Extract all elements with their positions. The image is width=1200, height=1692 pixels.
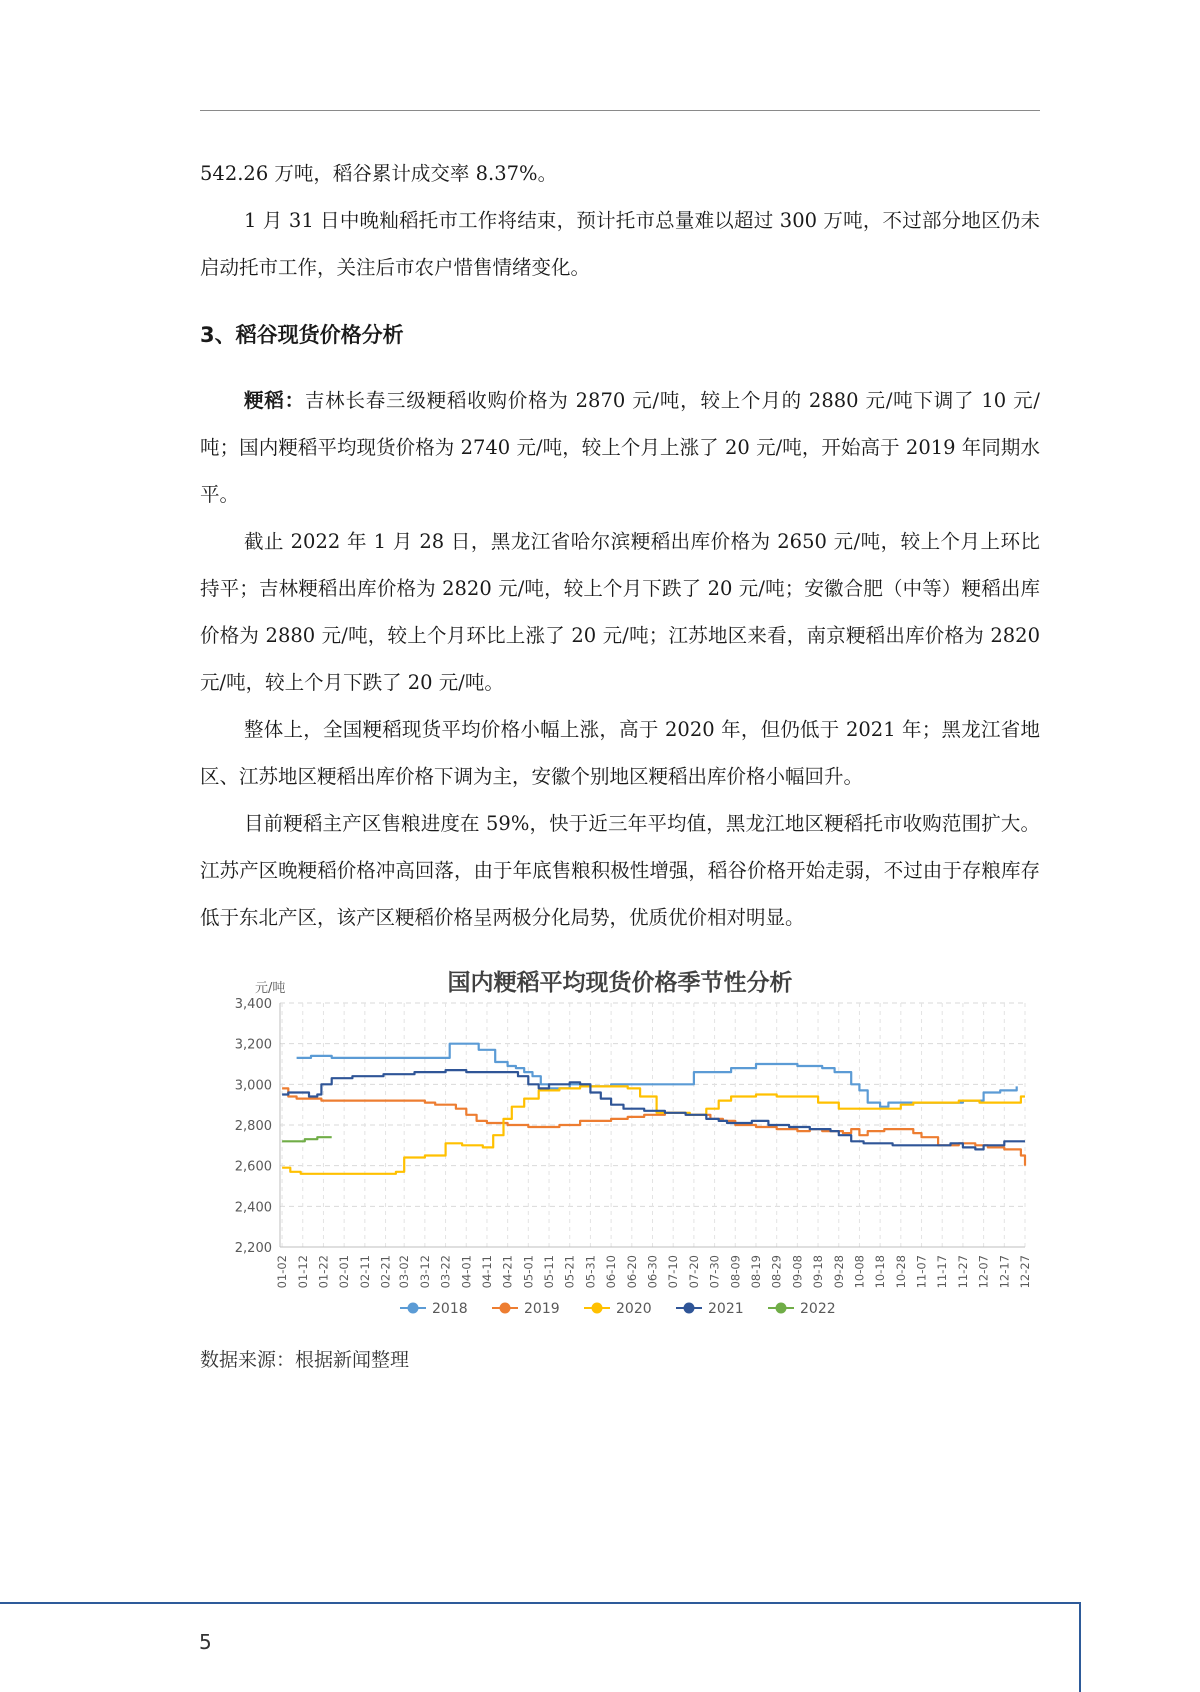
x-tick-label: 03-02 [397, 1255, 412, 1289]
x-tick-label: 02-11 [357, 1255, 372, 1289]
x-tick-label: 06-20 [624, 1255, 639, 1289]
x-tick-label: 12-17 [997, 1255, 1012, 1289]
series-line-2021 [282, 1070, 1025, 1149]
x-tick-label: 05-11 [542, 1255, 557, 1289]
x-tick-label: 01-12 [295, 1255, 310, 1289]
x-tick-label: 08-19 [748, 1255, 763, 1289]
x-tick-label: 04-11 [479, 1255, 494, 1289]
document-body [200, 150, 1040, 941]
x-tick-label: 02-21 [378, 1255, 393, 1289]
footer-frame [0, 1602, 1081, 1692]
x-tick-label: 09-28 [831, 1255, 846, 1289]
x-tick-label: 05-21 [562, 1255, 577, 1289]
y-tick-label: 3,000 [234, 1078, 272, 1094]
legend-swatch-dot-2022 [776, 1303, 787, 1314]
series-line-2022 [282, 1137, 332, 1141]
legend-swatch-dot-2018 [408, 1303, 419, 1314]
x-tick-label: 10-08 [852, 1255, 867, 1289]
y-tick-label: 3,400 [234, 997, 272, 1012]
x-tick-label: 12-27 [1018, 1255, 1032, 1289]
x-tick-label: 11-17 [935, 1255, 950, 1289]
x-tick-label: 11-27 [955, 1255, 970, 1289]
x-tick-label: 01-02 [275, 1255, 290, 1289]
x-tick-label: 08-09 [728, 1255, 743, 1289]
legend-label-2018: 2018 [432, 1301, 468, 1317]
x-tick-label: 07-20 [686, 1255, 701, 1289]
x-tick-label: 05-31 [583, 1255, 598, 1289]
chart-title: 国内粳稻平均现货价格季节性分析 [447, 970, 793, 996]
x-tick-label: 02-01 [337, 1255, 352, 1289]
x-tick-label: 09-18 [811, 1255, 826, 1289]
y-axis-unit: 元/吨 [255, 981, 286, 996]
x-tick-label: 01-22 [316, 1255, 331, 1289]
x-tick-label: 06-10 [604, 1255, 619, 1289]
legend-label-2019: 2019 [524, 1301, 560, 1317]
paragraph-1: 542.26 万吨，稻谷累计成交率 8.37%。 [200, 162, 558, 185]
legend-label-2022: 2022 [800, 1301, 836, 1317]
source-note: 数据来源：根据新闻整理 [200, 1349, 410, 1371]
y-tick-label: 2,200 [234, 1241, 272, 1256]
chart-svg [200, 960, 1040, 1340]
x-tick-label: 04-01 [459, 1255, 474, 1289]
paragraph-3-text: 吉林长春三级粳稻收购价格为 2870 元/吨，较上个月的 2880 元/吨下调了 10 元/吨；国内粳稻平均现货价格为 2740 元/吨，较上个月上涨了 20 元/吨，开始高于 2019 年同期水平。 [200, 389, 1040, 506]
page-number: 5 [199, 1630, 212, 1654]
x-tick-label: 10-18 [873, 1255, 888, 1289]
x-tick-label: 07-10 [666, 1255, 681, 1289]
series-line-2019 [282, 1088, 1025, 1165]
header-rule [200, 110, 1040, 111]
x-tick-label: 04-21 [500, 1255, 515, 1289]
legend-swatch-dot-2020 [592, 1303, 603, 1314]
legend-label-2020: 2020 [616, 1301, 652, 1317]
paragraph-5: 整体上，全国粳稻现货平均价格小幅上涨，高于 2020 年，但仍低于 2021 年；黑龙江省地区、江苏地区粳稻出库价格下调为主，安徽个别地区粳稻出库价格小幅回升。 [200, 718, 1040, 788]
paragraph-3 [200, 377, 1040, 518]
y-tick-label: 3,200 [234, 1037, 272, 1053]
x-tick-label: 07-30 [707, 1255, 722, 1289]
legend-swatch-dot-2021 [684, 1303, 695, 1314]
paragraph-4: 截止 2022 年 1 月 28 日，黑龙江省哈尔滨粳稻出库价格为 2650 元/吨，较上个月上环比持平；吉林粳稻出库价格为 2820 元/吨，较上个月下跌了 20 元/吨；安徽合肥（中等）粳稻出库价格为 2880 元/吨，较上个月环比上涨了 20 元/吨；江苏地区来看，南京粳稻出库价格为 2820 元/吨，较上个月下跌了 20 元/吨。 [200, 530, 1040, 694]
x-tick-label: 11-07 [914, 1255, 929, 1289]
x-tick-label: 06-30 [645, 1255, 660, 1289]
y-tick-label: 2,400 [234, 1200, 272, 1216]
y-tick-label: 2,600 [234, 1159, 272, 1175]
x-tick-label: 05-01 [521, 1255, 536, 1289]
paragraph-3-lead: 粳稻： [244, 389, 305, 412]
x-tick-label: 10-28 [893, 1255, 908, 1289]
legend-swatch-dot-2019 [500, 1303, 511, 1314]
x-tick-label: 03-12 [417, 1255, 432, 1289]
x-tick-label: 03-22 [438, 1255, 453, 1289]
x-tick-label: 08-29 [769, 1255, 784, 1289]
section-heading: 3、稻谷现货价格分析 [200, 323, 404, 347]
legend-label-2021: 2021 [708, 1301, 744, 1317]
x-tick-label: 12-07 [976, 1255, 991, 1289]
paragraph-2: 1 月 31 日中晚籼稻托市工作将结束，预计托市总量难以超过 300 万吨，不过部分地区仍未启动托市工作，关注后市农户惜售情绪变化。 [200, 209, 1040, 279]
y-tick-label: 2,800 [234, 1119, 272, 1134]
price-chart [200, 960, 1040, 1340]
x-tick-label: 09-08 [790, 1255, 805, 1289]
paragraph-6: 目前粳稻主产区售粮进度在 59%，快于近三年平均值，黑龙江地区粳稻托市收购范围扩大。江苏产区晚粳稻价格冲高回落，由于年底售粮积极性增强，稻谷价格开始走弱，不过由于存粮库存低于东北产区，该产区粳稻价格呈两极分化局势，优质优价相对明显。 [200, 812, 1040, 929]
